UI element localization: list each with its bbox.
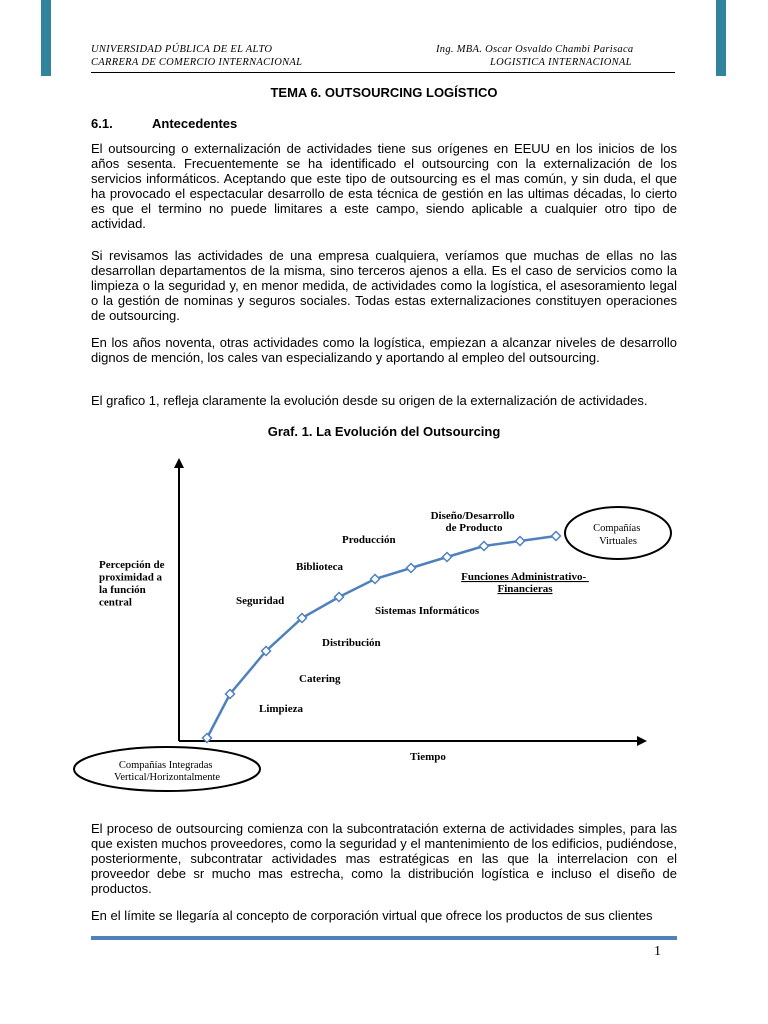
figure-caption: Graf. 1. La Evolución del Outsourcing <box>267 424 501 439</box>
curve-point-marker <box>552 532 561 541</box>
paragraph: El proceso de outsourcing comienza con la subcontratación externa de actividades simples, para las que existen muchos proveedores, como la seguridad y el mantenimiento de los edificios, pudiéndose, posteriormente, subcontratar actividades mas estratégicas en las que la interrelacion con el proveedor debe sr mucho mas estrecha, como la distribución logística e incluso el diseño de productos. <box>91 821 677 896</box>
page-number: 1 <box>654 944 661 959</box>
label-diseno: Diseño/Desarrollo de Producto <box>430 510 515 534</box>
paragraph: El outsourcing o externalización de actividades tiene sus orígenes en EEUU en los inicios de los años sesenta. Frecuentemente se ha identificado el outsourcing con la externalización de los servicios informáticos. Aceptando que este tipo de outsourcing es el mas común, y sin duda, el que ha provocado el espectacular desarrollo de esta técnica de gestión en las ultimas décadas, lo cierto es que el termino no puede limitares a este campo, siendo aplicable a cualquier otro tipo de actividad. <box>91 141 677 231</box>
paragraph: En los años noventa, otras actividades como la logística, empiezan a alcanzar niveles de desarrollo dignos de mención, los cales van especializando y aportando al empleo del outsourcing. <box>91 335 677 365</box>
left-accent-bar <box>41 0 51 76</box>
curve-point-marker <box>516 537 525 546</box>
label-sistemas: Sistemas Informáticos <box>375 605 480 617</box>
paragraph: En el límite se llegaría al concepto de corporación virtual que ofrece los productos de sus clientes <box>91 908 653 923</box>
start-ellipse-label: Compañías Integradas Vertical/Horizontalmente <box>113 760 221 783</box>
section-title: Antecedentes <box>152 116 238 131</box>
header-author: Ing. MBA. Oscar Osvaldo Chambi Parisaca <box>436 44 634 55</box>
label-seguridad: Seguridad <box>236 595 285 607</box>
paragraph: Si revisamos las actividades de una empresa cualquiera, veríamos que muchas de ellas no las desarrollan departamentos de la misma, sino terceros ajenos a ella. Es el caso de servicios como la limpieza o la seguridad y, en menor medida, de actividades como la logística, el asesoramiento legal o la gestión de nominas y seguros sociales. Todas estas externalizaciones constituyen operaciones de outsourcing. <box>91 248 677 323</box>
label-catering: Catering <box>299 673 341 685</box>
paragraph: El grafico 1, refleja claramente la evolución desde su origen de la externalización de actividades. <box>91 393 648 408</box>
end-ellipse-label: Compañías Virtuales <box>593 523 641 547</box>
curve-point-marker <box>407 564 416 573</box>
y-axis-label: Percepción de proximidad a la función central <box>99 559 165 609</box>
outsourcing-evolution-chart <box>0 440 768 800</box>
header-university: UNIVERSIDAD PÚBLICA DE EL ALTO <box>91 44 273 55</box>
label-biblioteca: Biblioteca <box>296 561 344 573</box>
label-limpieza: Limpieza <box>259 703 303 715</box>
curve-point-marker <box>443 553 452 562</box>
section-number: 6.1. <box>91 116 113 131</box>
right-accent-bar <box>716 0 726 76</box>
label-produccion: Producción <box>342 534 396 546</box>
header-rule <box>91 72 675 73</box>
label-distribucion: Distribución <box>322 637 381 649</box>
header-career: CARRERA DE COMERCIO INTERNACIONAL <box>91 57 303 68</box>
curve-point-marker <box>371 575 380 584</box>
curve-point-marker <box>480 542 489 551</box>
header-course: LOGISTICA INTERNACIONAL <box>490 57 632 68</box>
x-axis-label: Tiempo <box>410 751 446 763</box>
page-title: TEMA 6. OUTSOURCING LOGÍSTICO <box>270 85 498 100</box>
footer-rule <box>91 936 677 940</box>
label-funciones: Funciones Administrativo- Financieras <box>461 571 587 595</box>
